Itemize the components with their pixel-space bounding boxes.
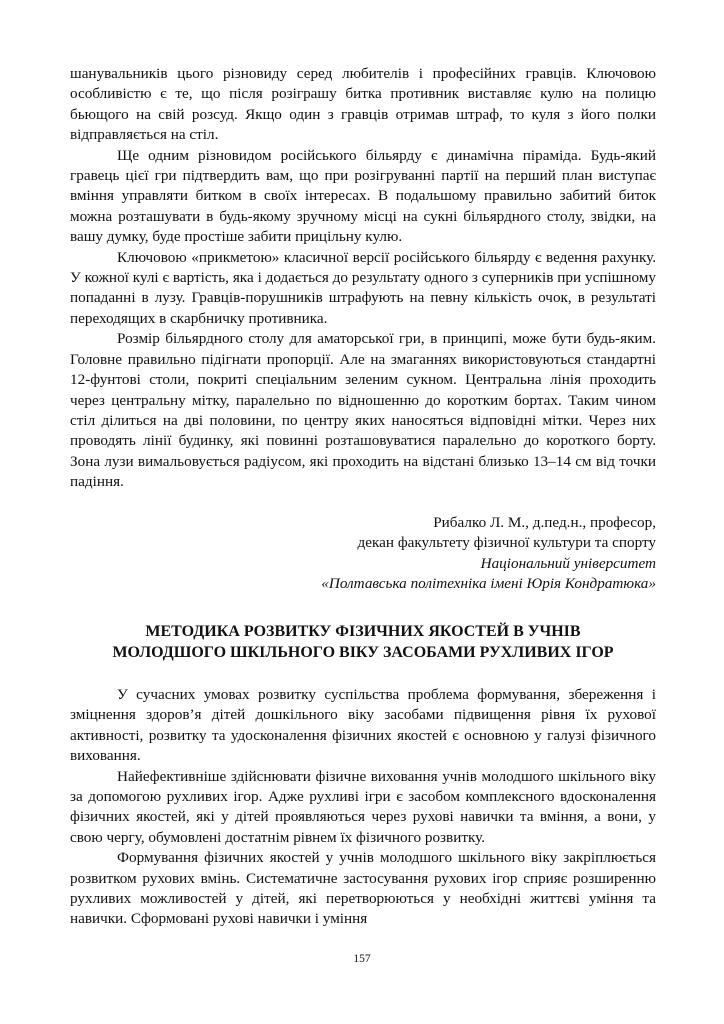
page-content bbox=[70, 64, 656, 930]
paragraph: Найефективніше здійснювати фізичне виховання учнів молодшого шкільного віку за допомогою рухливих ігор. Адже рухливі ігри є засобом комплексного вдосконалення фізичних якостей, які у дітей проявляються через рухові навички та вміння, а вони, у свою чергу, обумовлені достатнім рівнем їх фізичного розвитку. bbox=[70, 767, 656, 846]
author-university-name: «Полтавська політехніка імені Юрія Кондратюка» bbox=[321, 575, 656, 593]
paragraph: Формування фізичних якостей у учнів молодшого шкільного віку закріплюється розвитком рухових вмінь. Систематичне застосування рухових ігор сприяє розширенню рухливих можливостей у дітей, які перетворюються у необхідні життєві уміння та навички. Сформовані рухові навички і уміння bbox=[70, 849, 656, 928]
article-title-line-1: МЕТОДИКА РОЗВИТКУ ФІЗИЧНИХ ЯКОСТЕЙ В УЧНІВ bbox=[145, 622, 581, 640]
article-title bbox=[70, 621, 656, 663]
author-position: декан факультету фізичної культури та спорту bbox=[357, 534, 656, 552]
author-name: Рибалко Л. М., д.пед.н., професор, bbox=[433, 513, 656, 531]
paragraph: Розмір більярдного столу для аматорської гри, в принципі, може бути будь-яким. Головне правильно підігнати пропорції. Але на змаганнях використовуються стандартні 12-фунтові столи, покриті спеціальним зеленим сукном. Центральна лінія проходить через центральну мітку, паралельно по відношенню до коротким бортах. Таким чином стіл ділиться на дві половини, по центру яких наносяться відповідні мітки. Через них проводять лінії будинку, які повинні розташовуватися паралельно до короткого борту. Зона лузи вимальовується радіусом, які проходить на відстані близько 13–14 см від точки падіння. bbox=[70, 330, 656, 491]
paragraph: шанувальників цього різновиду серед любителів і професійних гравців. Ключовою особливістю є те, що після розіграшу битка противник виставляє кулю на полицю бьющого на свій розсуд. Якщо один з гравців отримав штраф, то куля з його полки відправляється на стіл. bbox=[70, 65, 656, 144]
author-university: Національний університет bbox=[480, 554, 656, 572]
article-title-line-2: МОЛОДШОГО ШКІЛЬНОГО ВІКУ ЗАСОБАМИ РУХЛИВИХ ІГОР bbox=[112, 643, 614, 661]
author-block bbox=[70, 513, 656, 595]
paragraph: Ще одним різновидом російського більярду є динамічна піраміда. Будь-який гравець цієї гри підтвердить вам, що при розігруванні партії на перший план виступає вміння управляти битком в своїх інтересах. В подальшому правильно забитий биток можна розташувати в будь-якому зручному місці на сукні більярдного столу, звідки, на вашу думку, буде простіше забити прицільну кулю. bbox=[70, 146, 656, 246]
paragraph: У сучасних умовах розвитку суспільства проблема формування, збереження і зміцнення здоров’я дітей дошкільного віку засобами підвищення рівня їх рухової активності, розвитку та удосконалення фізичних якостей є основною у галузі фізичного виховання. bbox=[70, 685, 656, 765]
page-number: 157 bbox=[353, 953, 371, 965]
paragraph: Ключовою «прикметою» класичної версії російського більярду є ведення рахунку. У кожної кулі є вартість, яка і додається до результату одного з суперників при успішному попаданні в лузу. Гравців-порушників штрафують на певну кількість очок, в результаті переходящих в скарбничку противника. bbox=[70, 248, 656, 327]
